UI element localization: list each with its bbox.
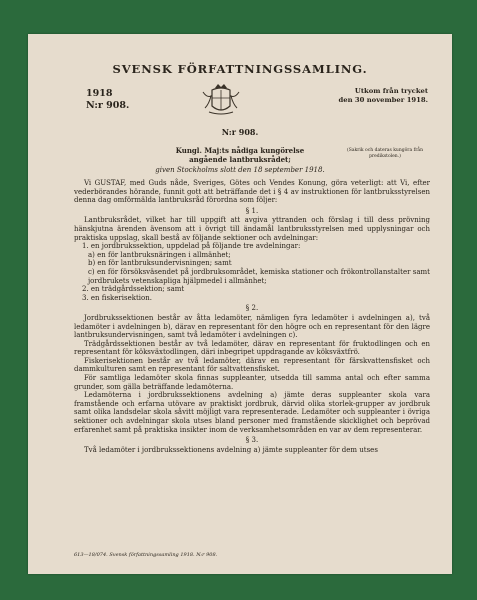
publication-title: SVENSK FÖRFATTNINGSSAMLING. [112,62,368,76]
section-heading-1: § 1. [245,206,259,215]
document-body [74,179,430,454]
section-heading-3: § 3. [245,436,259,445]
issued-line-2: den 30 november 1918. [338,95,428,104]
paragraph-3: Trädgårdssektionen består av två ledamöter, därav en representant för fruktodlingen och en representant för köksväxtodlingen, däri inbegripet uppdragande av köksväxtfrö. [74,339,430,357]
paragraph-1: Lantbruksrådet, vilket har till uppgift att avgiva yttranden och förslag i till dess prövning hänskjutna ärenden ävensom att i övrigt till ändamål lantbruksstyrelsen med upplysningar och praktiska uppslag, skall bestå av följande sektioner och avdelningar: [74,216,430,242]
list-item: c) en för försöksväsendet på jordbruksområdet, kemiska stationer och frökontrollanstalter samt jordbrukets vetenskapliga hjälpmedel i allmänhet; [88,267,430,285]
list-item: 3. en fiskerisektion. [82,293,152,302]
list-item: 1. en jordbrukssektion, uppdelad på följande tre avdelningar: [82,242,301,251]
print-footer: 613—18/074. Svensk författningssamling 1918. N:r 908. [74,552,218,558]
list-item: a) en för lantbruksnäringen i allmänhet; [88,250,231,259]
issued-date [308,87,428,104]
intro-paragraph: Vi GUSTAF, med Guds nåde, Sveriges, Götes och Vendes Konung, göra veterligt: att Vi, efter vederbörandes hörande, funnit gott att beträffande det i § 4 av instruktionen för lantbruksstyrelsen denna dag omförmälda lantbruksråd förordna som följer: [74,179,430,205]
given-line: given Stockholms slott den 18 september 1918. [155,166,325,174]
list-item: 2. en trädgårdssektion; samt [82,285,185,294]
publication-number: N:r 908. [86,100,130,111]
paragraph-4: Fiskerisektionen består av två ledamöter, därav en representant för färskvattensfisket och dammkulturen samt en representant för saltvattensfisket. [74,356,430,374]
paragraph-7: Två ledamöter i jordbrukssektionens avdelning a) jämte suppleanter för dem utses [84,445,378,454]
side-note: (Sakrik och dateras kungöra från predikstolen.) [347,148,423,159]
publication-year: 1918 [86,88,113,99]
announcement-heading [28,146,452,164]
document-number: N:r 908. [221,127,259,137]
announcement-line-2: angående lantbruksrådet; [189,155,291,164]
section-heading-2: § 2. [245,304,259,313]
document-page [28,34,452,574]
issued-line-1: Utkom från trycket [354,87,428,95]
list-item: b) en för lantbruksundervisningen; samt [88,259,232,268]
paragraph-2: Jordbrukssektionen består av åtta ledamöter, nämligen fyra ledamöter i avdelningen a), två ledamöter i avdelningen b), därav en representant för den högre och en representant för den lägre lantbruksundervisningen, samt två ledamöter i avdelningen c). [74,313,430,340]
paragraph-5: För samtliga ledamöter skola finnas suppleanter, utsedda till samma antal och efter samma grunder, som gälla beträffande ledamöterna. [74,374,430,391]
announcement-line-1: Kungl. Maj:ts nådiga kungörelse [175,146,305,155]
royal-crest-icon [199,82,243,116]
paragraph-6: Ledamöterna i jordbrukssektionens avdelning a) jämte deras suppleanter skola vara framstående och erfarna utövare av praktiskt jordbruk, därvid olika storlek-grupper av jordbruk samt olika landsdelar skola såvitt möjligt vara representerade. Ledamöter och suppleanter i övriga sektioner och avdelningar skola utses bland personer med framstående skicklighet och beprövad erfarenhet samt på praktiska insikter inom de verksamhetsområden en var av dem representerar. [74,391,430,434]
